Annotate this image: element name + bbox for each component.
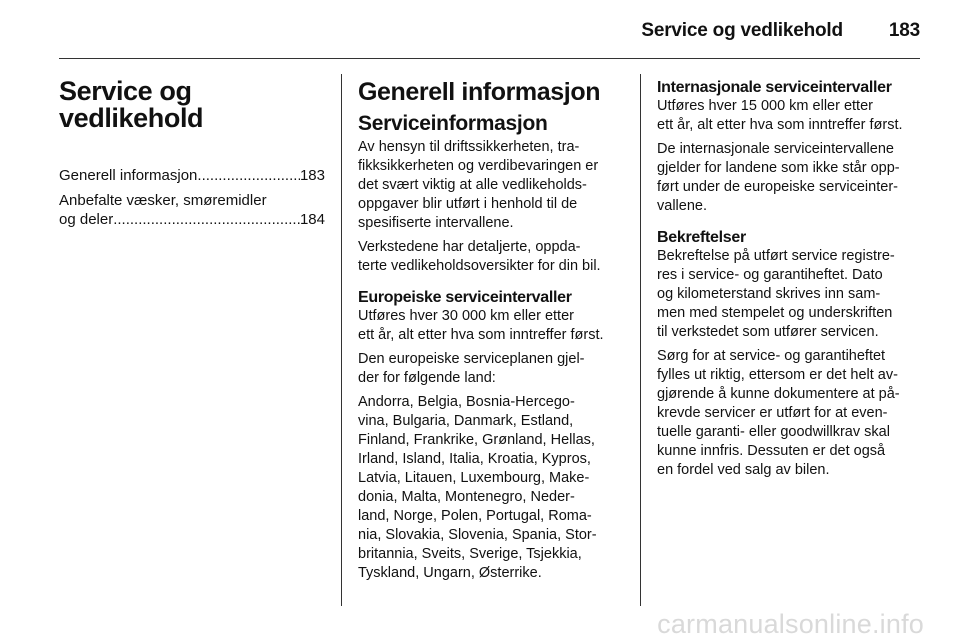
text-line: kunne innfris. Dessuten er det også	[657, 443, 886, 459]
toc-entry-general-info[interactable]	[59, 166, 325, 185]
table-of-contents	[59, 166, 325, 229]
text-line: terte vedlikeholdsoversikter for din bil.	[358, 258, 601, 274]
paragraph-intl-interval	[657, 97, 925, 135]
paragraph-intl-countries	[657, 140, 925, 216]
toc-entry-page: 184	[299, 211, 325, 228]
text-line: og kilometerstand skrives inn sam-	[657, 286, 881, 302]
text-line: vina, Bulgaria, Danmark, Estland,	[358, 413, 574, 429]
text-line: Andorra, Belgia, Bosnia-Hercego-	[358, 394, 575, 410]
chapter-title-line: Service og	[59, 76, 192, 106]
paragraph-reliability	[358, 138, 625, 233]
text-line: ett år, alt etter hva som inntreffer først.	[358, 327, 604, 343]
text-line: spesifiserte intervallene.	[358, 215, 514, 231]
paragraph-country-list	[358, 393, 625, 583]
toc-leader-dots	[113, 210, 300, 229]
text-line: tuelle garanti- eller goodwillkrav skal	[657, 424, 890, 440]
text-line: Utføres hver 30 000 km eller etter	[358, 308, 574, 324]
heading-european-intervals: Europeiske serviceintervaller	[358, 289, 572, 306]
text-line: nia, Slovakia, Slovenia, Spania, Stor-	[358, 527, 597, 543]
text-line: til verkstedet som utfører servicen.	[657, 324, 879, 340]
text-line: krevde servicer er utført for at even-	[657, 405, 888, 421]
text-line: Utføres hver 15 000 km eller etter	[657, 98, 873, 114]
paragraph-warranty-booklet	[657, 347, 925, 480]
toc-leader-dots	[197, 166, 300, 185]
paragraph-eu-interval	[358, 307, 625, 345]
right-column	[657, 78, 925, 485]
text-line: Den europeiske serviceplanen gjel-	[358, 351, 585, 367]
toc-entry-title: Generell informasjon	[59, 167, 198, 184]
text-line: gjelder for landene som ikke står opp-	[657, 160, 900, 176]
column-divider-1	[341, 74, 342, 606]
section-title: Service og vedlikehold	[641, 20, 843, 41]
text-line: Sørg for at service- og garantiheftet	[657, 348, 886, 364]
text-line: Tyskland, Ungarn, Østerrike.	[358, 565, 542, 581]
text-line: der for følgende land:	[358, 370, 496, 386]
text-line: gjørende å kunne dokumentere at på-	[657, 386, 900, 402]
text-line: land, Norge, Polen, Portugal, Roma-	[358, 508, 592, 524]
text-line: Finland, Frankrike, Grønland, Hellas,	[358, 432, 595, 448]
text-line: Verkstedene har detaljerte, oppda-	[358, 239, 581, 255]
page-number: 183	[888, 20, 920, 41]
text-line: res i service- og garantiheftet. Dato	[657, 267, 883, 283]
text-line: men med stempelet og underskriften	[657, 305, 893, 321]
header-rule	[59, 58, 920, 59]
text-line: Irland, Island, Italia, Kroatia, Kypros,	[358, 451, 591, 467]
paragraph-eu-plan	[358, 350, 625, 388]
text-line: De internasjonale serviceintervallene	[657, 141, 894, 157]
text-line: ett år, alt etter hva som inntreffer først.	[657, 117, 903, 133]
text-line: fikksikkerheten og verdibevaringen er	[358, 158, 599, 174]
toc-entry-title: Anbefalte væsker, smøremidler	[59, 192, 267, 209]
main-column	[358, 78, 625, 588]
heading-general-info: Generell informasjon	[358, 78, 601, 106]
text-line: britannia, Sveits, Sverige, Tsjekkia,	[358, 546, 582, 562]
heading-international-intervals: Internasjonale serviceintervaller	[657, 79, 892, 96]
paragraph-confirmation-registration	[657, 247, 925, 342]
toc-entry-title: og deler	[59, 211, 114, 228]
text-line: det svært viktig at alle vedlikeholds-	[358, 177, 587, 193]
column-divider-2	[640, 74, 641, 606]
text-line: oppgaver blir utført i henhold til de	[358, 196, 578, 212]
chapter-title	[59, 78, 325, 132]
heading-service-info: Serviceinformasjon	[358, 112, 548, 135]
text-line: Av hensyn til driftssikkerheten, tra-	[358, 139, 580, 155]
watermark: carmanualsonline.info	[657, 609, 924, 639]
text-line: ført under de europeiske serviceinter-	[657, 179, 898, 195]
toc-entry-fluids-lubricants[interactable]	[59, 191, 325, 229]
text-line: vallene.	[657, 198, 707, 214]
toc-entry-page: 183	[299, 167, 325, 184]
text-line: en fordel ved salg av bilen.	[657, 462, 830, 478]
paragraph-workshops	[358, 238, 625, 276]
chapter-title-line: vedlikehold	[59, 103, 204, 133]
text-line: fylles ut riktig, ettersom er det helt av-	[657, 367, 898, 383]
page-header	[641, 20, 920, 42]
chapter-column	[59, 78, 325, 235]
text-line: donia, Malta, Montenegro, Neder-	[358, 489, 575, 505]
heading-confirmations: Bekreftelser	[657, 229, 746, 246]
text-line: Latvia, Litauen, Luxembourg, Make-	[358, 470, 590, 486]
text-line: Bekreftelse på utført service registre-	[657, 248, 895, 264]
